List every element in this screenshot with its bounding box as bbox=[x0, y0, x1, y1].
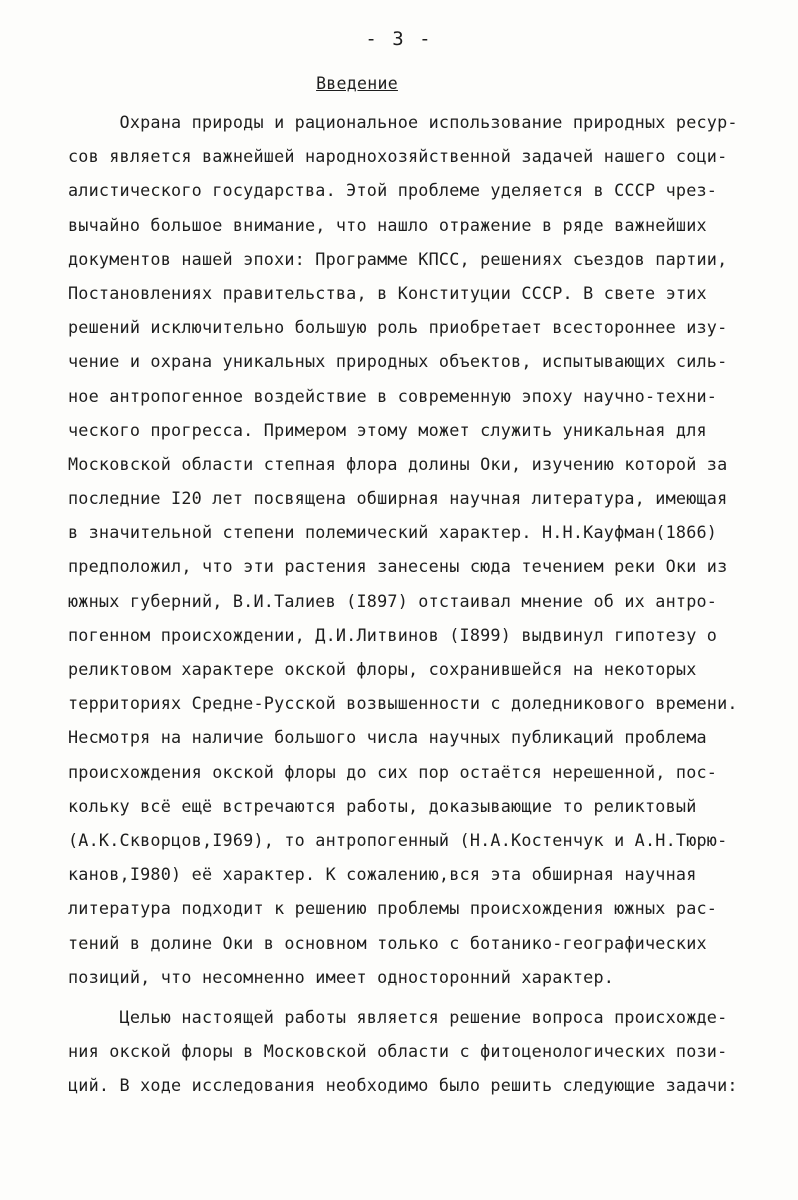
text-line: Московской области степная флора долины Оки, изучению которой за bbox=[68, 453, 728, 474]
text-line: кольку всё ещё встречаются работы, доказывающие то реликтовый bbox=[68, 795, 697, 816]
text-line: канов,I980) её характер. К сожалению,вся эта обширная научная bbox=[68, 864, 697, 885]
text-line: ческого прогресса. Примером этому может служить уникальная для bbox=[68, 419, 707, 440]
paragraph-1 bbox=[68, 105, 758, 994]
body-text bbox=[68, 105, 758, 1102]
text-line: территориях Средне-Русской возвышенности с доледникового времени. bbox=[68, 693, 738, 714]
text-line: вычайно большое внимание, что нашло отражение в ряде важнейших bbox=[68, 214, 707, 235]
text-line: южных губерний, В.И.Талиев (I897) отстаивал мнение об их антро- bbox=[68, 590, 718, 611]
text-line: ное антропогенное воздействие в современную эпоху научно-техни- bbox=[68, 385, 718, 406]
text-line: тений в долине Оки в основном только с ботанико-географических bbox=[68, 932, 707, 953]
paragraph-2 bbox=[68, 1000, 758, 1103]
text-line: Постановлениях правительства, в Конституции СССР. В свете этих bbox=[68, 282, 707, 303]
text-line: алистического государства. Этой проблеме уделяется в СССР чрез- bbox=[68, 180, 718, 201]
text-line: в значительной степени полемический характер. Н.Н.Кауфман(1866) bbox=[68, 522, 718, 543]
text-line: документов нашей эпохи: Программе КПСС, решениях съездов партии, bbox=[68, 248, 728, 269]
text-line: чение и охрана уникальных природных объектов, испытывающих силь- bbox=[68, 351, 728, 372]
text-line: происхождения окской флоры до сих пор остаётся нерешенной, пос- bbox=[68, 761, 718, 782]
page-number: - 3 - bbox=[365, 28, 433, 50]
text-line: позиций, что несомненно имеет односторонний характер. bbox=[68, 966, 615, 987]
text-line: сов является важнейшей народнохозяйственной задачей нашего соци- bbox=[68, 146, 728, 167]
text-line: Несмотря на наличие большого числа научных публикаций проблема bbox=[68, 727, 707, 748]
text-line: последние I20 лет посвящена обширная научная литература, имеющая bbox=[68, 488, 728, 509]
text-line: ния окской флоры в Московской области с фитоценологических пози- bbox=[68, 1041, 728, 1062]
text-line: предположил, что эти растения занесены сюда течением реки Оки из bbox=[68, 556, 728, 577]
text-line: ций. В ходе исследования необходимо было решить следующие задачи: bbox=[68, 1075, 738, 1096]
text-line: (А.К.Скворцов,I969), то антропогенный (Н.А.Костенчук и А.Н.Тюрю- bbox=[68, 829, 728, 850]
section-heading: Введение bbox=[316, 74, 398, 93]
text-line: Охрана природы и рациональное использование природных ресур- bbox=[68, 112, 738, 132]
text-line: реликтовом характере окской флоры, сохранившейся на некоторых bbox=[68, 659, 697, 679]
text-line: погенном происхождении, Д.И.Литвинов (I899) выдвинул гипотезу о bbox=[68, 624, 718, 645]
text-line: Целью настоящей работы является решение вопроса происхожде- bbox=[68, 1006, 728, 1027]
text-line: решений исключительно большую роль приобретает всестороннее изу- bbox=[68, 317, 728, 338]
text-line: литература подходит к решению проблемы происхождения южных рас- bbox=[68, 898, 718, 919]
